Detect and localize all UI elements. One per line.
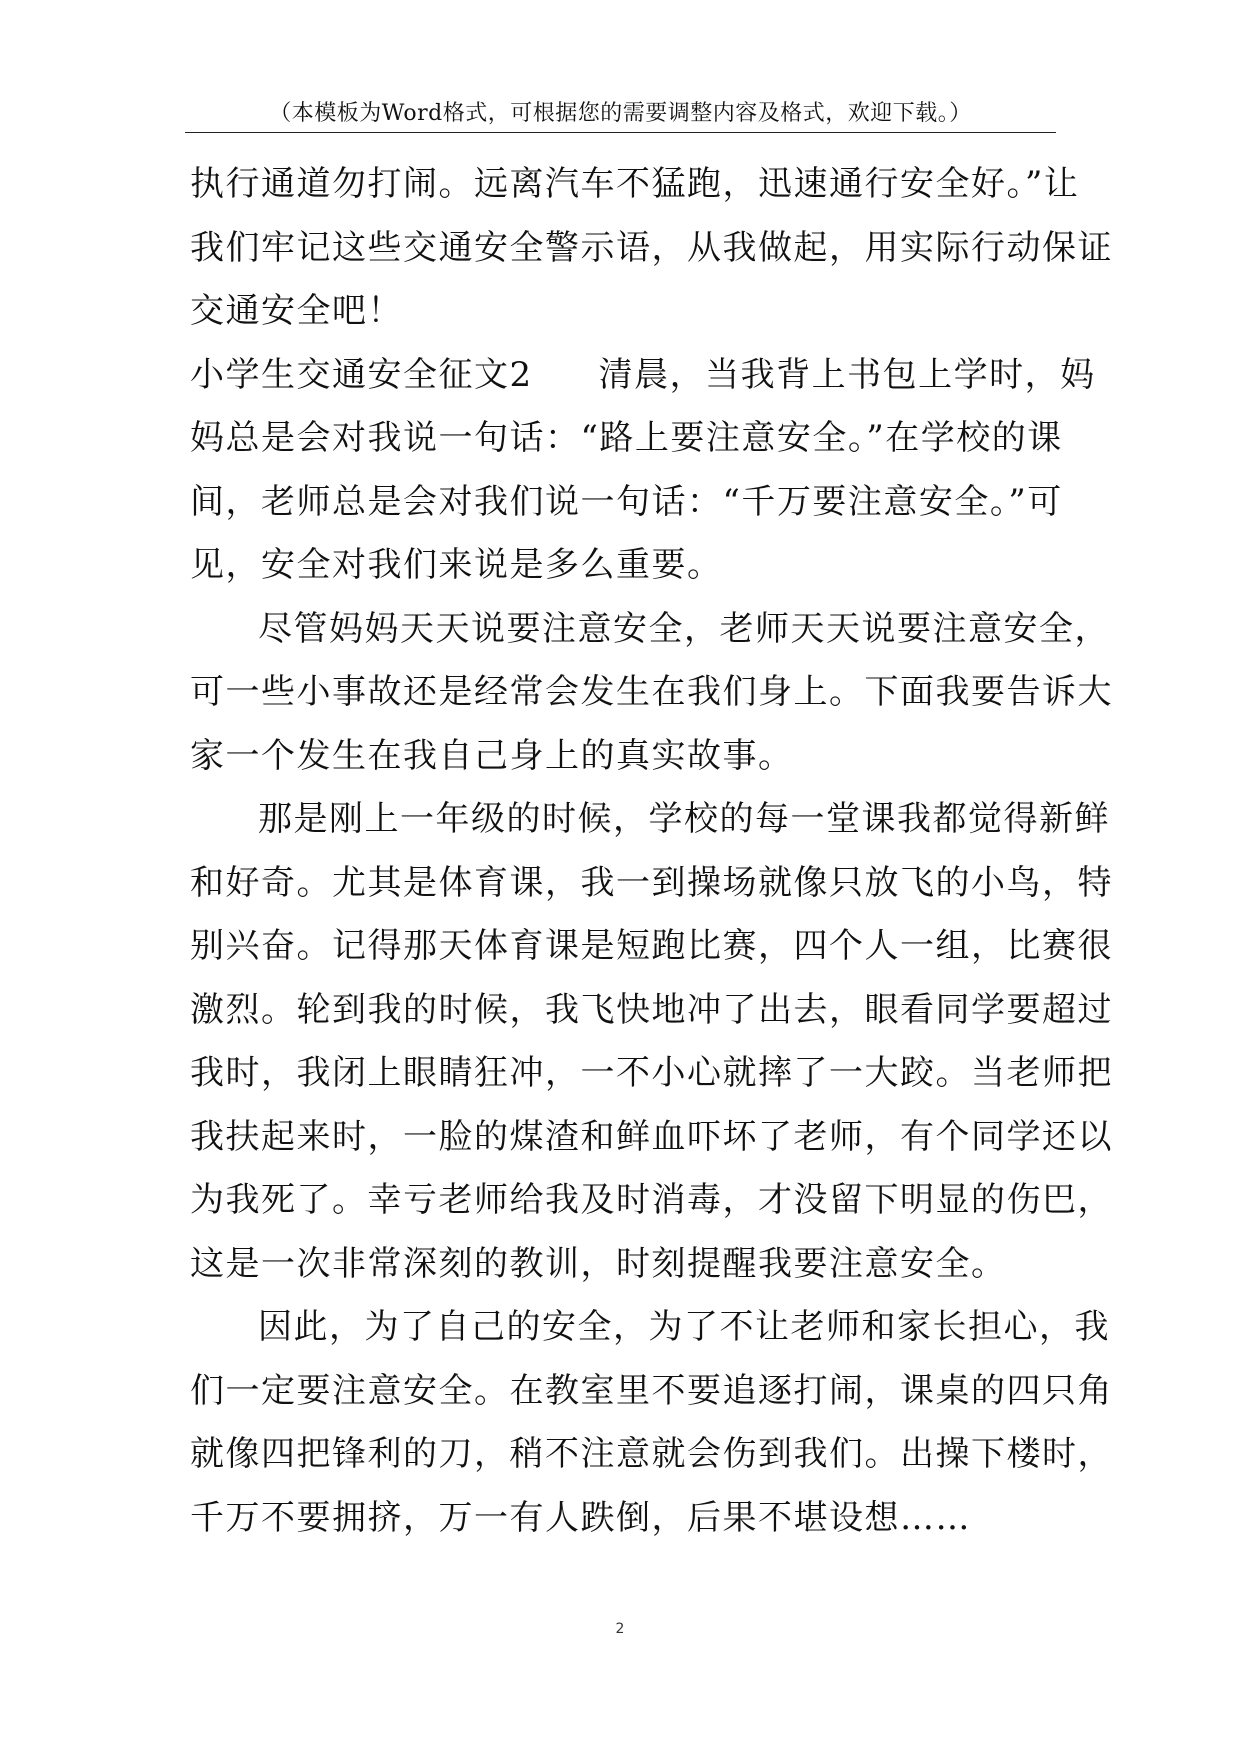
text-line: 别兴奋。记得那天体育课是短跑比赛，四个人一组，比赛很 [190,926,1113,966]
page-number: 2 [615,1621,625,1637]
text-line: 激烈。轮到我的时候，我飞快地冲了出去，眼看同学要超过 [190,989,1113,1030]
paragraph-first-line: 尽管妈妈天天说要注意安全，老师天天说要注意安全， [258,608,1110,649]
header-divider [185,132,1056,133]
text-line: 见，安全对我们来说是多么重要。 [190,545,723,585]
text-line: 千万不要拥挤，万一有人跌倒，后果不堪设想…… [190,1497,971,1538]
text-line: 我扶起来时，一脸的煤渣和鲜血吓坏了老师，有个同学还以 [190,1116,1113,1157]
text-line: 我时，我闭上眼睛狂冲，一不小心就摔了一大跤。当老师把 [190,1053,1113,1093]
text-line: 我们牢记这些交通安全警示语，从我做起，用实际行动保证 [190,227,1113,268]
text-line: 间，老师总是会对我们说一句话：“千万要注意安全。”可 [190,481,1063,522]
section-heading-line [190,344,1096,408]
paragraph-first-line: 那是刚上一年级的时候，学校的每一堂课我都觉得新鲜 [258,799,1110,839]
text-line: 就像四把锋利的刀，稍不注意就会伤到我们。出操下楼时， [190,1434,1113,1474]
text-line: 和好奇。尤其是体育课，我一到操场就像只放飞的小鸟，特 [190,862,1113,903]
text-line: 这是一次非常深刻的教训，时刻提醒我要注意安全。 [190,1243,1007,1284]
text-line: 交通安全吧！ [190,291,403,331]
text-line: 们一定要注意安全。在教室里不要追逐打闹，课桌的四只角 [190,1370,1113,1411]
text-line: 可一些小事故还是经常会发生在我们身上。下面我要告诉大 [190,672,1113,712]
text-segment: 清晨，当我背上书包上学时，妈 [598,354,1096,395]
body-text [190,153,1113,1550]
text-line: 为我死了。幸亏老师给我及时消毒，才没留下明显的伤巴， [190,1180,1113,1220]
paragraph-first-line: 因此，为了自己的安全，为了不让老师和家长担心，我 [258,1307,1110,1347]
text-line: 执行通道勿打闹。远离汽车不猛跑，迅速通行安全好。”让 [190,164,1080,204]
text-line: 家一个发生在我自己身上的真实故事。 [190,735,794,776]
text-line: 妈总是会对我说一句话：“路上要注意安全。”在学校的课 [190,418,1063,458]
page-header-note: （本模板为Word格式，可根据您的需要调整内容及格式，欢迎下载。） [269,101,972,126]
section-title: 小学生交通安全征文2 [190,354,533,395]
